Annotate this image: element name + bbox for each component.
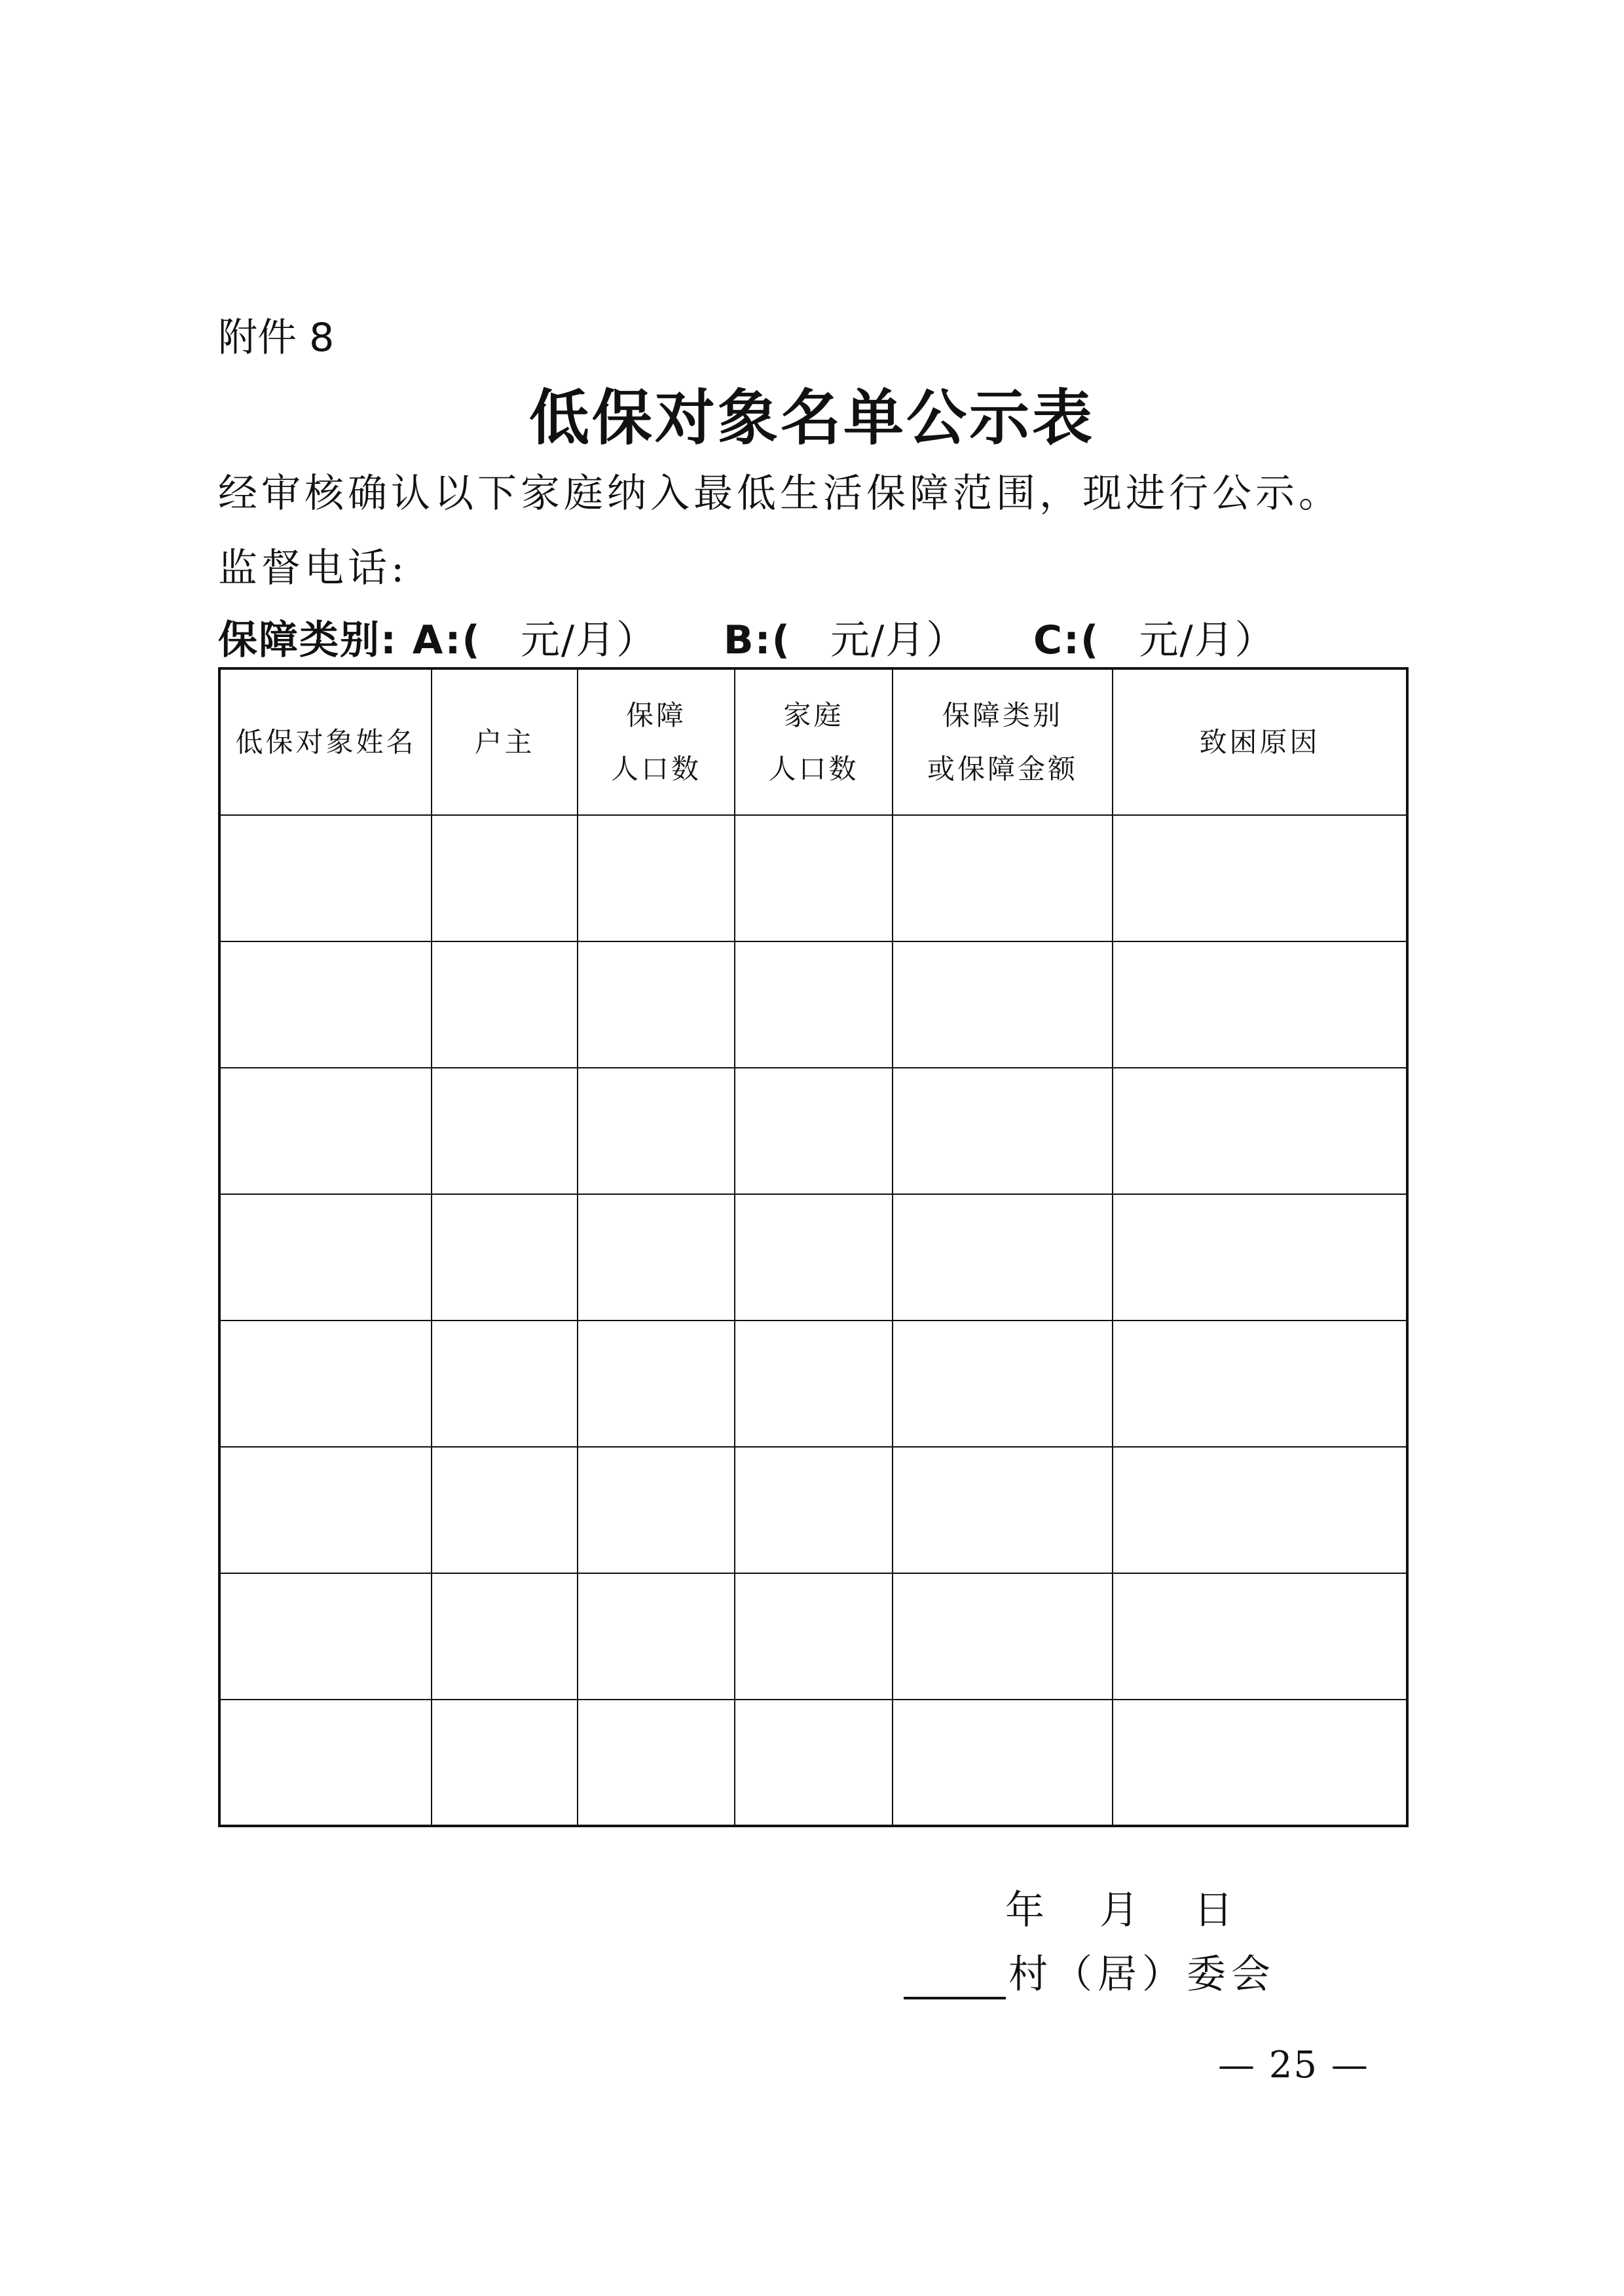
table-cell: [432, 815, 578, 941]
table-cell: [578, 815, 735, 941]
table-cell: [893, 1573, 1113, 1700]
table-cell: [735, 815, 893, 941]
category-a-label: A:(: [412, 617, 481, 663]
category-b-unit: 元/月）: [830, 617, 967, 663]
table-row: [219, 941, 1407, 1068]
table-cell: [1113, 1447, 1407, 1573]
table-cell: [219, 815, 432, 941]
table-cell: [893, 1321, 1113, 1447]
table-cell: [893, 815, 1113, 941]
table-cell: [735, 1573, 893, 1700]
table-cell: [432, 1447, 578, 1573]
table-row: [219, 1700, 1407, 1826]
header-household-size: 家庭 人口数: [735, 668, 893, 815]
table-row: [219, 1573, 1407, 1700]
table-cell: [1113, 1194, 1407, 1321]
committee-label: 村（居）委会: [1008, 1952, 1276, 1997]
table-cell: [219, 941, 432, 1068]
table-row: [219, 1068, 1407, 1194]
table-cell: [1113, 1068, 1407, 1194]
table-cell: [1113, 1573, 1407, 1700]
table-cell: [219, 1194, 432, 1321]
table-cell: [578, 941, 735, 1068]
table-cell: [893, 1447, 1113, 1573]
table-cell: [432, 1700, 578, 1826]
table-cell: [735, 1321, 893, 1447]
table-cell: [578, 1447, 735, 1573]
table-cell: [735, 1068, 893, 1194]
date-line: [1005, 1879, 1236, 1935]
table-cell: [432, 1321, 578, 1447]
table-cell: [219, 1321, 432, 1447]
table-cell: [735, 1700, 893, 1826]
table-cell: [432, 1573, 578, 1700]
header-household-head: 户主: [432, 668, 578, 815]
table-cell: [1113, 815, 1407, 941]
table-cell: [578, 1321, 735, 1447]
table-cell: [1113, 941, 1407, 1068]
day-label: 日: [1194, 1887, 1236, 1933]
table-header-row: [219, 668, 1407, 815]
committee-line: [904, 1943, 1276, 1999]
table-cell: [735, 1194, 893, 1321]
header-covered-persons: 保障 人口数: [578, 668, 735, 815]
table-cell: [735, 941, 893, 1068]
category-a-unit: 元/月）: [520, 617, 657, 663]
month-label: 月: [1099, 1887, 1141, 1933]
table-row: [219, 1321, 1407, 1447]
table-row: [219, 1194, 1407, 1321]
page-number: — 25 —: [1218, 2044, 1369, 2086]
table-cell: [219, 1068, 432, 1194]
table-cell: [432, 1194, 578, 1321]
header-category-or-amount: 保障类别 或保障金额: [893, 668, 1113, 815]
village-name-blank: [904, 1960, 1006, 1999]
table-row: [219, 1447, 1407, 1573]
category-c-unit: 元/月）: [1139, 617, 1276, 663]
attachment-label: 附件 8: [218, 315, 335, 361]
table-cell: [893, 1194, 1113, 1321]
supervision-phone-label: 监督电话:: [218, 545, 409, 591]
header-recipient-name: 低保对象姓名: [219, 668, 432, 815]
table-cell: [219, 1573, 432, 1700]
table-cell: [893, 1068, 1113, 1194]
year-label: 年: [1005, 1887, 1047, 1933]
category-b-label: B:(: [723, 617, 792, 663]
table-cell: [578, 1194, 735, 1321]
table-cell: [578, 1068, 735, 1194]
category-line: [218, 609, 1276, 665]
table-cell: [893, 1700, 1113, 1826]
header-poverty-cause: 致困原因: [1113, 668, 1407, 815]
intro-text: 经审核确认以下家庭纳入最低生活保障范围，现进行公示。: [218, 471, 1342, 517]
table-cell: [432, 1068, 578, 1194]
table-cell: [219, 1447, 432, 1573]
table-cell: [432, 941, 578, 1068]
table-cell: [1113, 1321, 1407, 1447]
category-c-label: C:(: [1033, 617, 1100, 663]
table-cell: [578, 1573, 735, 1700]
page-title: 低保对象名单公示表: [528, 382, 1095, 453]
table-row: [219, 815, 1407, 941]
category-label: 保障类别:: [218, 617, 397, 663]
recipient-table: [218, 667, 1409, 1827]
table-cell: [735, 1447, 893, 1573]
table-cell: [219, 1700, 432, 1826]
table-cell: [578, 1700, 735, 1826]
table-cell: [893, 941, 1113, 1068]
table-cell: [1113, 1700, 1407, 1826]
